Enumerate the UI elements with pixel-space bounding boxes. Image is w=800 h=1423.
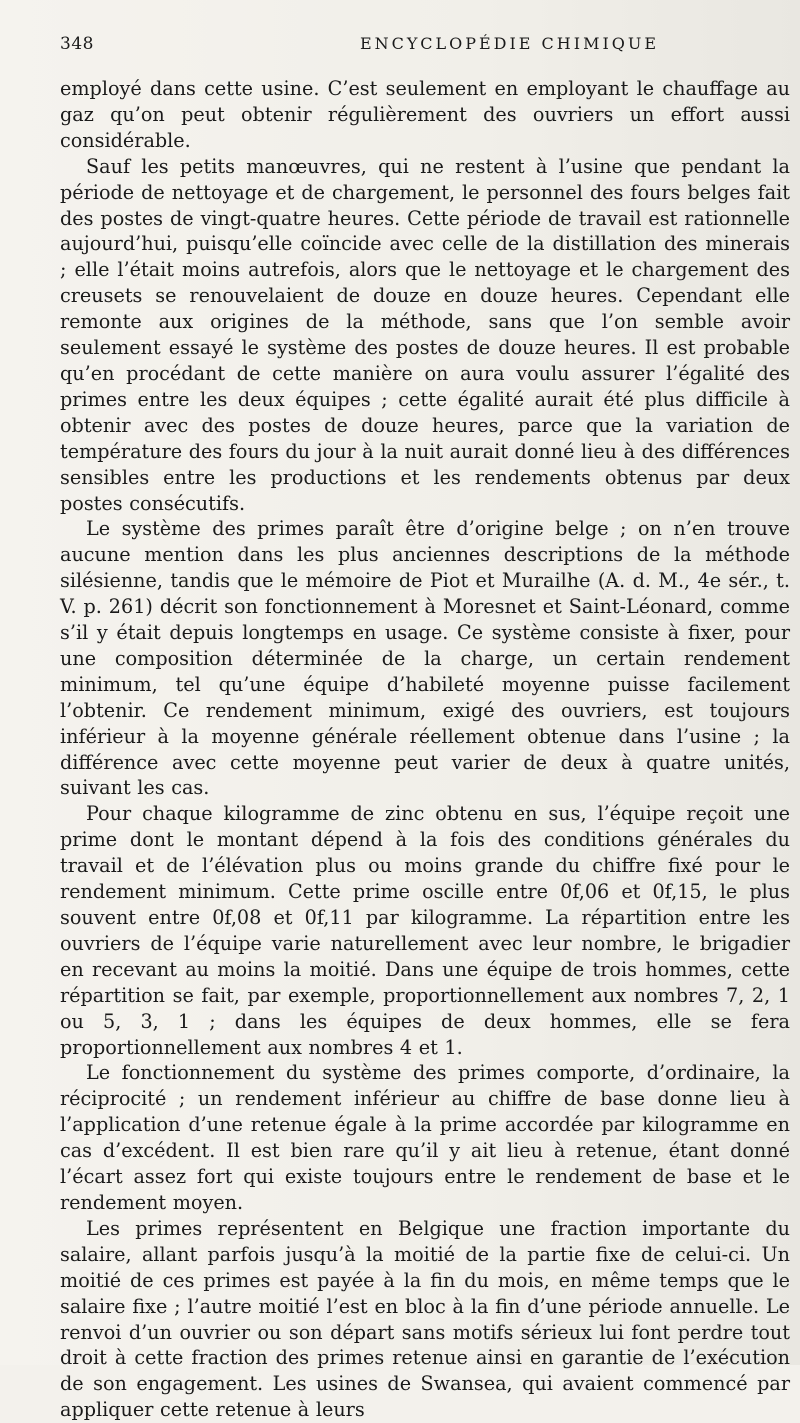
paragraph-2: Sauf les petits manœuvres, qui ne restent à l’usine que pendant la période de nettoyage et de chargement, le personnel des fours belges fait des postes de vingt-quatre heures. Cette période de travail est rationnelle aujourd’hui, puisqu’elle coïncide avec celle de la distillation des minerais ; elle l’était moins autrefois, alors que le nettoyage et le chargement des creusets se renouvelaient de douze en douze heures. Cependant elle remonte aux origines de la méthode, sans que l’on semble avoir seulement essayé le système des postes de douze heures. Il est probable qu’en procédant de cette manière on aura voulu assurer l’égalité des primes entre les deux équipes ; cette égalité aurait été plus difficile à obtenir avec des postes de douze heures, parce que la variation de température des fours du jour à la nuit aurait donné lieu à des différences sensibles entre les productions et les rendements obtenus par deux postes consécutifs.	[60, 154, 790, 515]
running-title: ENCYCLOPÉDIE CHIMIQUE	[360, 34, 660, 53]
page-header	[60, 34, 760, 68]
page-number: 348	[60, 34, 94, 54]
body-text	[60, 76, 790, 1423]
paragraph-4: Pour chaque kilogramme de zinc obtenu en sus, l’équipe reçoit une prime dont le montant dépend à la fois des conditions générales du travail et de l’élévation plus ou moins grande du chiffre fixé pour le rendement minimum. Cette prime oscille entre 0f,06 et 0f,15, le plus souvent entre 0f,08 et 0f,11 par kilogramme. La répartition entre les ouvriers de l’équipe varie naturellement avec leur nombre, le brigadier en recevant au moins la moitié. Dans une équipe de trois hommes, cette répartition se fait, par exemple, proportionnellement aux nombres 7, 2, 1 ou 5, 3, 1 ; dans les équipes de deux hommes, elle se fera proportionnellement aux nombres 4 et 1.	[60, 802, 790, 1059]
paragraph-5: Le fonctionnement du système des primes comporte, d’ordinaire, la réciprocité ; un rendement inférieur au chiffre de base donne lieu à l’application d’une retenue égale à la prime accordée par kilogramme en cas d’excédent. Il est bien rare qu’il y ait lieu à retenue, étant donné l’écart assez fort qui existe toujours entre le rendement de base et le rendement moyen.	[60, 1061, 790, 1214]
paragraph-1: employé dans cette usine. C’est seulement en employant le chauffage au gaz qu’on peut obtenir régulièrement des ouvriers un effort aussi considérable.	[60, 77, 790, 152]
paragraph-3: Le système des primes paraît être d’origine belge ; on n’en trouve aucune mention dans les plus anciennes descriptions de la méthode silésienne, tandis que le mémoire de Piot et Murailhe (A. d. M., 4e sér., t. V. p. 261) décrit son fonctionnement à Moresnet et Saint-Léonard, comme s’il y était depuis longtemps en usage. Ce système consiste à fixer, pour une composition déterminée de la charge, un certain rendement minimum, tel qu’une équipe d’habileté moyenne puisse facilement l’obtenir. Ce rendement minimum, exigé des ouvriers, est toujours inférieur à la moyenne générale réellement obtenue dans l’usine ; la différence avec cette moyenne peut varier de deux à quatre unités, suivant les cas.	[60, 517, 790, 800]
paragraph-6: Les primes représentent en Belgique une fraction importante du salaire, allant parfois jusqu’à la moitié de la partie fixe de celui-ci. Un moitié de ces primes est payée à la fin du mois, en même temps que le salaire fixe ; l’autre moitié l’est en bloc à la fin d’une période annuelle. Le renvoi d’un ouvrier ou son départ sans motifs sérieux lui font perdre tout droit à cette fraction des primes retenue ainsi en garantie de l’exécution de son engagement. Les usines de Swansea, qui avaient commencé par appliquer cette retenue à leurs	[60, 1216, 790, 1422]
